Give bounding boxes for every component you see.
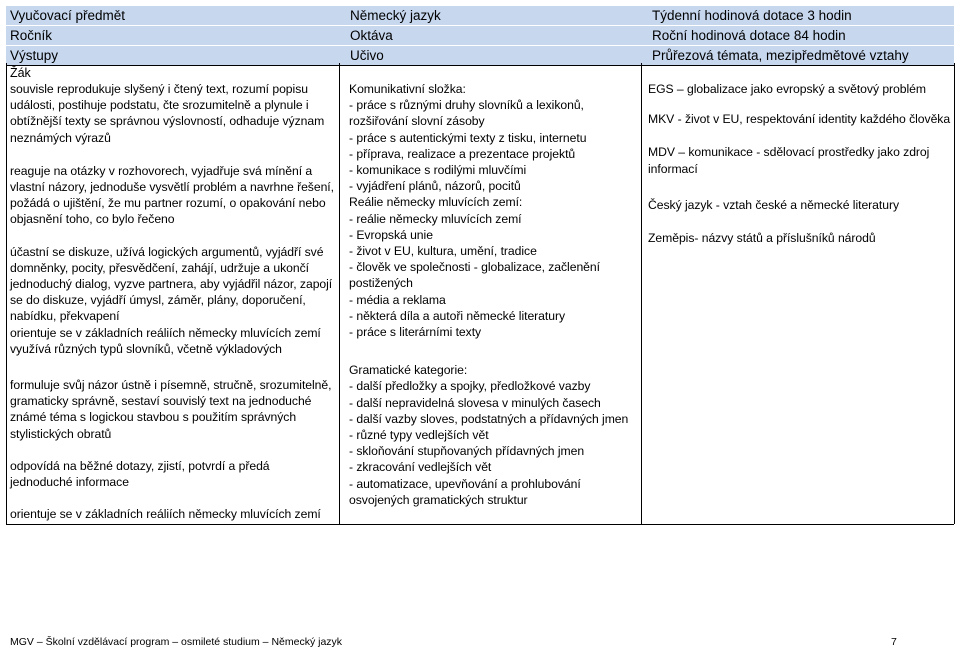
output-line: gramaticky správně, sestaví souvislý text na jednoduché — [10, 394, 312, 409]
curriculum-line: - další vazby sloves, podstatných a přídavných jmen — [349, 411, 629, 426]
grade-label: Ročník — [10, 28, 53, 43]
output-line: reaguje na otázky v rozhovorech, vyjadřuje svá mínění a — [10, 163, 313, 178]
blank-line — [10, 228, 334, 244]
output-line: události, postihuje podstatu, čte srozumitelně a plynule i — [10, 98, 309, 113]
curriculum-line: - komunikace s rodilými mluvčími — [349, 163, 527, 178]
theme-line: Český jazyk - vztah české a německé literatury — [648, 197, 900, 212]
curriculum-line: - skloňování stupňovaných přídavných jmen — [349, 444, 585, 459]
output-line: orientuje se v základních reáliích německy mluvících zemí — [10, 325, 321, 340]
header-row-columns — [6, 46, 954, 66]
output-line: stylistických obratů — [10, 426, 112, 441]
curriculum-line: Gramatické kategorie: — [349, 363, 468, 378]
curriculum-line: rozšiřování slovní zásoby — [349, 114, 485, 129]
curriculum-line: - některá díla a autoři německé literatury — [349, 308, 566, 323]
theme-line: MKV - život v EU, respektování identity každého člověka — [648, 112, 951, 127]
column-header-themes: Průřezová témata, mezipředmětové vztahy — [652, 48, 909, 63]
blank-line — [10, 442, 334, 458]
yearly-hours: Roční hodinová dotace 84 hodin — [652, 28, 846, 43]
curriculum-line: - další předložky a spojky, předložkové vazby — [349, 379, 591, 394]
footer-text: MGV – Školní vzdělávací program – osmileté studium – Německý jazyk — [10, 636, 343, 648]
output-line: vlastní názory, jednoduše vysvětlí problém a navrhne řešení, — [10, 180, 334, 195]
output-line: nabídku, překvapení — [10, 309, 120, 324]
output-line: obtížnější texty se správnou výslovností, odhaduje význam — [10, 114, 325, 129]
curriculum-line: - člověk ve společnosti - globalizace, začlenění — [349, 260, 600, 275]
blank-line — [10, 146, 334, 163]
curriculum-line: - média a reklama — [349, 292, 446, 307]
output-line: orientuje se v základních reáliích německy mluvících zemí — [10, 507, 321, 522]
output-line: známé téma s logickou stavbou s použitím správných — [10, 410, 297, 425]
table-border-left — [6, 63, 7, 524]
curriculum-column — [349, 81, 628, 508]
curriculum-line: - život v EU, kultura, umění, tradice — [349, 244, 537, 259]
theme-line: informací — [648, 161, 698, 176]
blank-line — [648, 213, 950, 230]
output-line: využívá různých typů slovníků, včetně výkladových — [10, 341, 282, 356]
subject-label: Vyučovací předmět — [10, 8, 126, 23]
output-line: domněnky, pocity, přesvědčení, zahájí, udržuje a ukončí — [10, 260, 309, 275]
header-row-subject — [6, 6, 954, 26]
output-line: objasnění toho, co bylo řečeno — [10, 212, 175, 227]
curriculum-line: - automatizace, upevňování a prohlubování — [349, 476, 581, 491]
blank-line — [648, 177, 950, 197]
blank-line — [648, 97, 950, 111]
theme-line: EGS – globalizace jako evropský a světový problém — [648, 82, 926, 96]
blank-line — [648, 127, 950, 144]
blank-line — [349, 340, 628, 362]
output-line: účastní se diskuze, užívá logických argumentů, vyjádří své — [10, 244, 324, 259]
curriculum-line: Komunikativní složka: — [349, 82, 466, 96]
output-line: odpovídá na běžné dotazy, zjistí, potvrdí a předá — [10, 458, 270, 473]
grade-value: Oktáva — [350, 28, 393, 43]
page-number: 7 — [891, 636, 897, 648]
table-divider-1 — [339, 63, 340, 524]
column-header-curriculum: Učivo — [350, 48, 384, 63]
outputs-column — [10, 81, 334, 522]
output-line: jednoduché informace — [10, 475, 129, 490]
curriculum-line: postižených — [349, 276, 413, 291]
subject-value: Německý jazyk — [350, 8, 441, 23]
column-header-outputs: Výstupy — [10, 48, 59, 63]
curriculum-line: - práce s různými druhy slovníků a lexikonů, — [349, 98, 584, 113]
theme-line: MDV – komunikace - sdělovací prostředky jako zdroj — [648, 145, 930, 160]
output-line: souvisle reprodukuje slyšený i čtený text, rozumí popisu — [10, 82, 308, 96]
blank-line — [10, 490, 334, 506]
output-line: se do diskuze, vyjádří úmysl, záměr, plány, doporučení, — [10, 293, 306, 308]
curriculum-line: - Evropská unie — [349, 227, 433, 242]
theme-line: Zeměpis- názvy států a příslušníků národů — [648, 231, 876, 246]
curriculum-line: - reálie německy mluvících zemí — [349, 211, 522, 226]
header-row-grade — [6, 26, 954, 46]
student-label: Žák — [10, 66, 31, 80]
curriculum-line: - různé typy vedlejších vět — [349, 428, 489, 443]
blank-line — [10, 357, 334, 377]
curriculum-line: - další nepravidelná slovesa v minulých časech — [349, 395, 601, 410]
curriculum-line: - zkracování vedlejších vět — [349, 460, 492, 475]
table-divider-2 — [641, 63, 642, 524]
table-top-border — [6, 65, 954, 66]
table-bottom-border — [6, 524, 954, 525]
curriculum-line: - práce s autentickými texty z tisku, internetu — [349, 130, 587, 145]
curriculum-line: - vyjádření plánů, názorů, pocitů — [349, 179, 521, 194]
weekly-hours: Týdenní hodinová dotace 3 hodin — [652, 8, 852, 23]
output-line: požádá o ujištění, že mu partner rozumí, o opakování nebo — [10, 196, 326, 211]
curriculum-line: - práce s literárními texty — [349, 325, 482, 340]
table-border-right — [954, 63, 955, 524]
themes-column — [648, 81, 950, 246]
curriculum-line: osvojených gramatických struktur — [349, 492, 528, 507]
curriculum-line: Reálie německy mluvících zemí: — [349, 195, 523, 210]
output-line: jednoduchý dialog, vyzve partnera, aby vyjádřil názor, zapojí — [10, 277, 333, 292]
output-line: formuluje svůj názor ústně i písemně, stručně, srozumitelně, — [10, 378, 332, 393]
output-line: neznámých výrazů — [10, 130, 111, 145]
curriculum-line: - příprava, realizace a prezentace projektů — [349, 146, 576, 161]
